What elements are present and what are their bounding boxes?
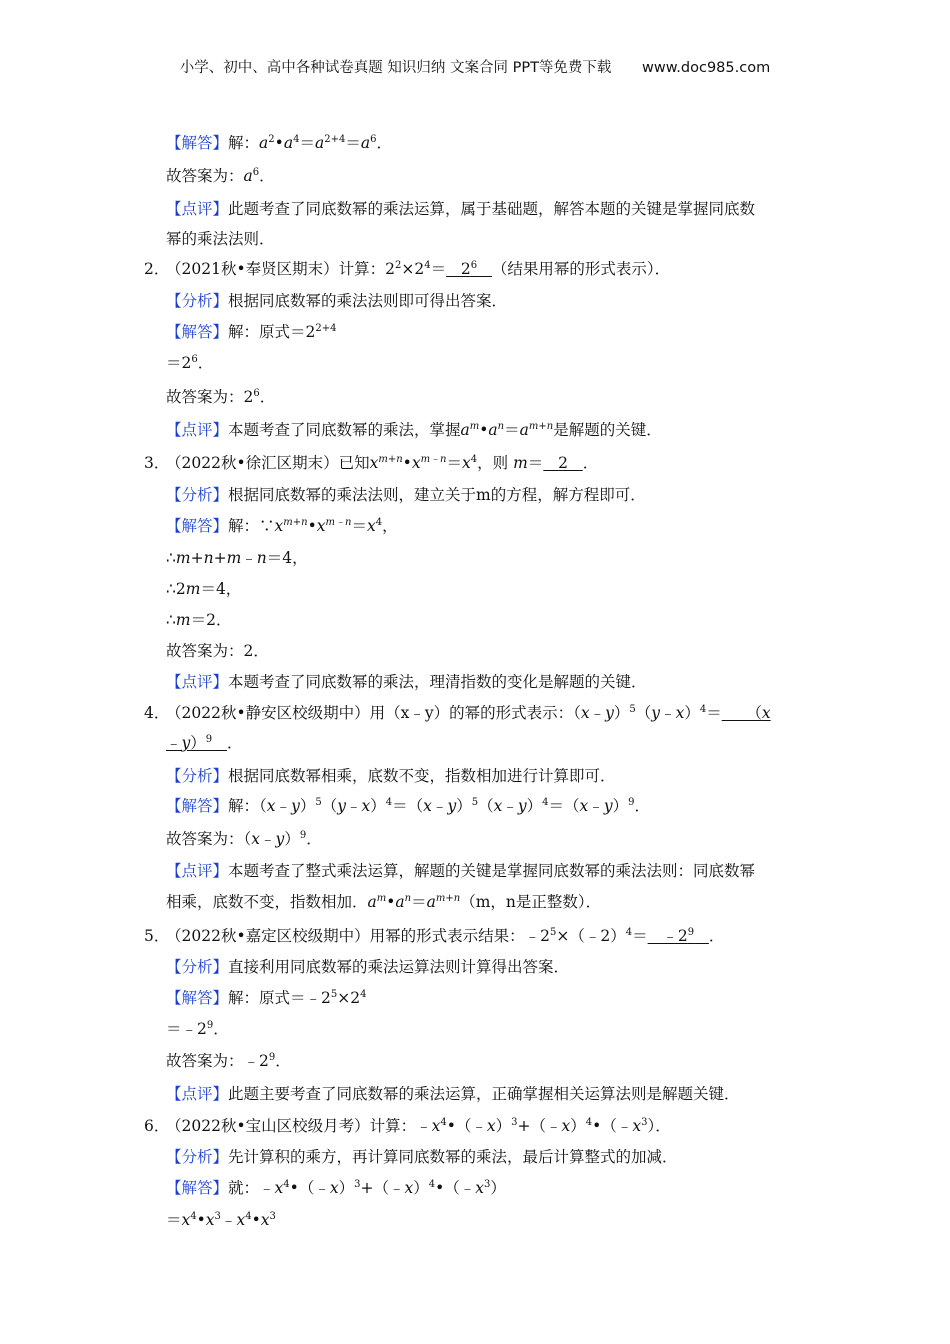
q3-step1: ∴m+n+m﹣n＝4，	[166, 549, 308, 567]
q4-comment: 【点评】本题考查了整式乘法运算，解题的关键是掌握同底数幂的乘法法则：同底数幂	[166, 862, 756, 880]
q3-final: 故答案为：2．	[166, 642, 269, 660]
q5-comment: 【点评】此题主要考查了同底数幂的乘法运算，正确掌握相关运算法则是解题关键．	[166, 1085, 740, 1103]
q2-analysis: 【分析】根据同底数幂的乘法法则即可得出答案．	[166, 292, 508, 310]
q3-step3: ∴m＝2．	[166, 611, 232, 629]
header-site: www.doc985.com	[642, 60, 771, 76]
q3-step2: ∴2m＝4，	[166, 580, 242, 598]
q2-stem: （2021秋•奉贤区期末）计算：$2^2\times 2^4= 2^6$ （结果用幂的形式表示）．	[166, 260, 671, 278]
q4-final: 故答案为：（x﹣y）$^9$．	[166, 830, 322, 848]
q1-comment-cont: 幂的乘法法则．	[166, 230, 275, 248]
q6-step: $=x^4•x^3﹣x^4•x^3$	[166, 1211, 276, 1229]
q6-answer: 【解答】就：$﹣x^4•(﹣x)^3+(﹣x)^4•(﹣x^3)$	[166, 1179, 506, 1197]
page-header	[0, 56, 950, 77]
q1-final: 故答案为：$a^6$．	[166, 167, 275, 185]
q1-answer: 【解答】解：$a^2•a^4=a^{2+4}=a^6$．	[166, 134, 392, 152]
q5-number: 5．	[144, 927, 170, 945]
q5-final: 故答案为：$﹣2^9$．	[166, 1052, 291, 1070]
q4-comment-cont: 相乘，底数不变，指数相加．$a^m•a^n=a^{m+n}(m$，n是正整数）．	[166, 893, 602, 911]
q3-analysis: 【分析】根据同底数幂的乘法法则，建立关于m的方程，解方程即可．	[166, 486, 646, 504]
q4-stem-cont: ﹣y）$^9$ ．	[166, 734, 243, 752]
q3-stem: （2022秋•徐汇区期末）已知$x^{m+n}•x^{m﹣n}=x^4$，则 m＝ 2 ．	[166, 454, 599, 472]
q5-answer: 【解答】解：原式$=﹣2^5\times 2^4$	[166, 989, 367, 1007]
q3-comment: 【点评】本题考查了同底数幂的乘法，理清指数的变化是解题的关键．	[166, 673, 647, 691]
q3-number: 3．	[144, 454, 170, 472]
q5-analysis: 【分析】直接利用同底数幂的乘法运算法则计算得出答案．	[166, 958, 570, 976]
q1-comment: 【点评】此题考查了同底数幂的乘法运算，属于基础题，解答本题的关键是掌握同底数	[166, 200, 756, 218]
q2-comment: 【点评】本题考查了同底数幂的乘法，掌握$a^m•a^n=a^{m+n}$是解题的关键．	[166, 421, 662, 439]
q6-number: 6．	[144, 1117, 170, 1135]
header-title: 小学、初中、高中各种试卷真题 知识归纳 文案合同 PPT等免费下载	[179, 60, 612, 76]
q4-answer: 【解答】解：（x﹣y）$^5$（y﹣x）$^4$＝（x﹣y）$^5$（x﹣y）$^4$＝（x﹣y）$^9$．	[166, 797, 650, 815]
q4-number: 4．	[144, 704, 170, 722]
q4-stem: （2022秋•静安区校级期中）用（x﹣y）的幂的形式表示：（x﹣y）$^5$（y﹣x）$^4$＝ （x	[166, 704, 771, 722]
q2-step: $=2^6$．	[166, 354, 214, 372]
q3-answer: 【解答】解：$\because x^{m+n}•x^{m﹣n}=x^4$，	[166, 517, 398, 535]
q6-stem: （2022秋•宝山区校级月考）计算：$﹣x^4•(﹣x)^3+(﹣x)^4•(﹣x^3)$．	[166, 1117, 671, 1135]
q5-step: $=﹣2^9$．	[166, 1020, 229, 1038]
q4-analysis: 【分析】根据同底数幂相乘，底数不变，指数相加进行计算即可．	[166, 767, 616, 785]
q2-answer: 【解答】解：原式$=2^{2+4}$	[166, 323, 337, 341]
q2-final: 故答案为：$2^6$．	[166, 388, 276, 406]
q6-analysis: 【分析】先计算积的乘方，再计算同底数幂的乘法，最后计算整式的加减．	[166, 1148, 678, 1166]
q5-stem: （2022秋•嘉定区校级期中）用幂的形式表示结果：$﹣2^5\times(﹣2)^4=$ $﹣2^9$ ．	[166, 927, 725, 945]
q2-number: 2．	[144, 260, 170, 278]
